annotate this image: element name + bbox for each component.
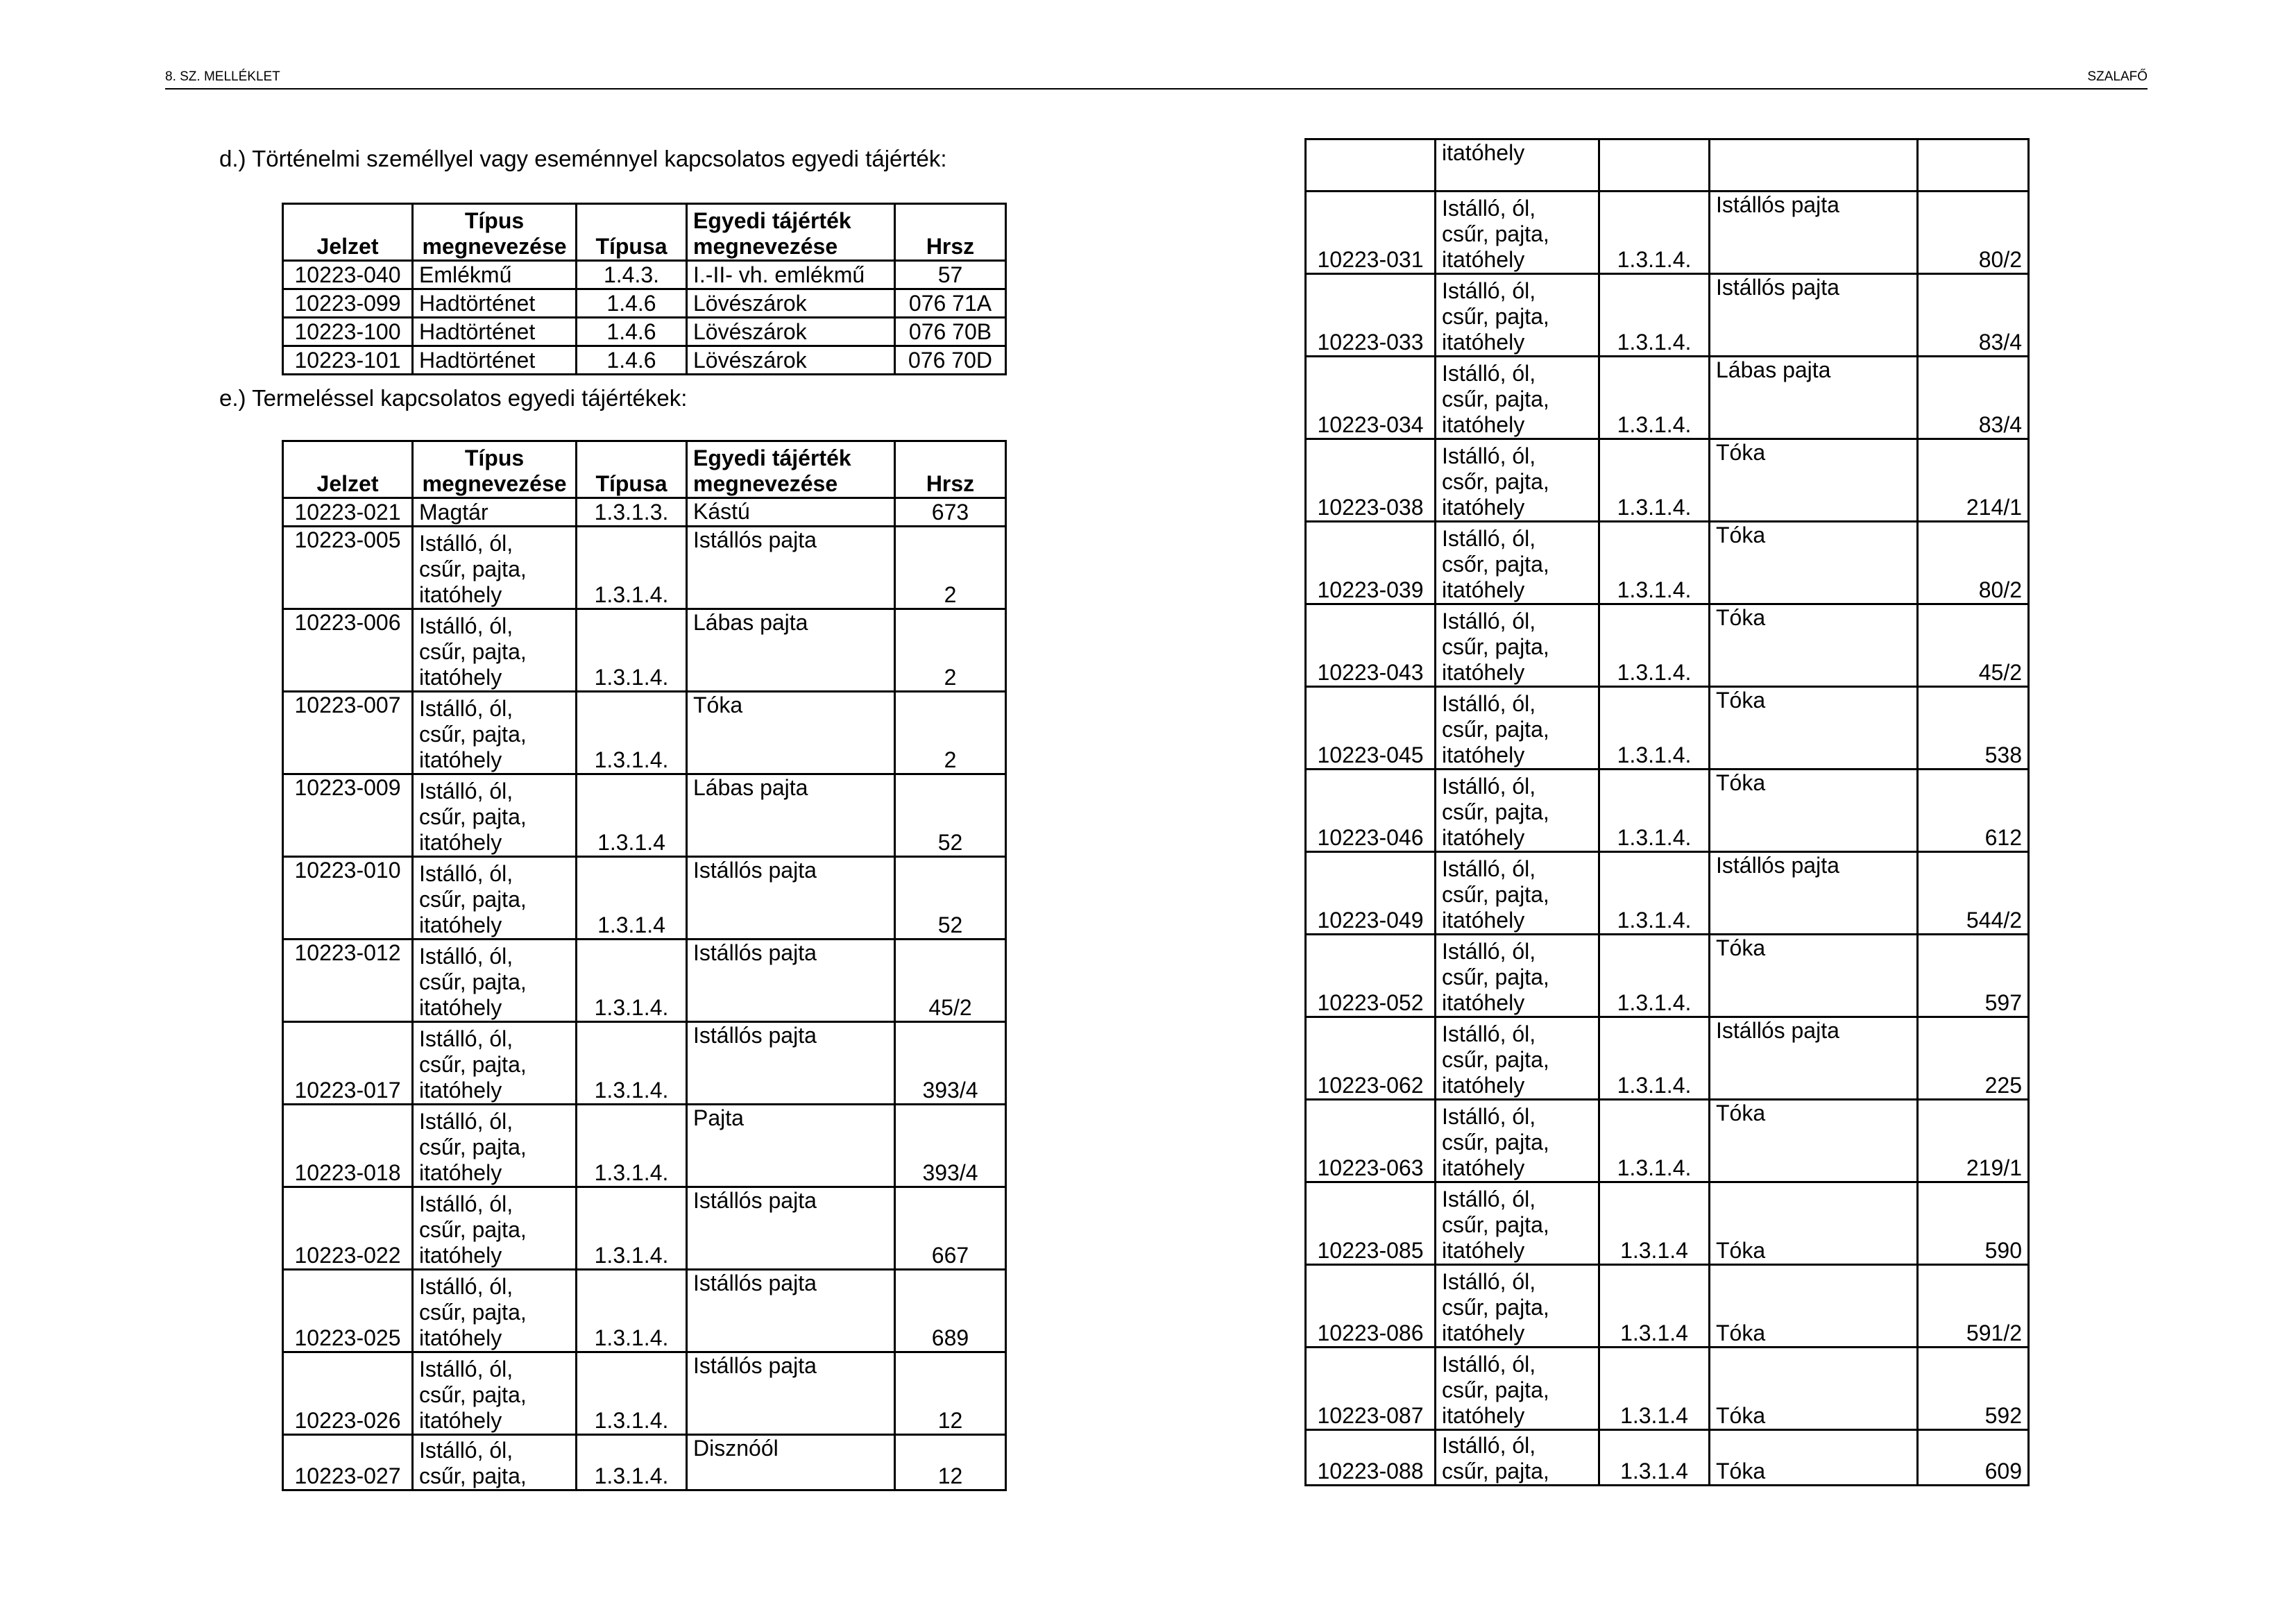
cell-tipus-megnevezese: Istálló, ól, csőr, pajta, itatóhely [1436, 522, 1599, 604]
cell-egyedi-tajertek: Lábas pajta [687, 609, 895, 692]
cell-egyedi-tajertek: Tóka [1710, 935, 1918, 1017]
cell-tipusa: 1.3.1.3. [577, 498, 687, 527]
table-row [283, 1105, 1006, 1187]
cell-tipus-megnevezese: Istálló, ól, csűr, pajta, itatóhely [1436, 192, 1599, 274]
cell-egyedi-tajertek: Tóka [687, 692, 895, 774]
table-row [1306, 770, 2029, 852]
cell-tipus-megnevezese: Istálló, ól, csűr, pajta, [1436, 1430, 1599, 1486]
cell-egyedi-tajertek: Tóka [1710, 1265, 1918, 1348]
cell-tipusa: 1.3.1.4 [577, 774, 687, 857]
cell-egyedi-tajertek: Istállós pajta [687, 1270, 895, 1352]
cell-egyedi-tajertek: Tóka [1710, 1430, 1918, 1486]
cell-tipusa: 1.3.1.4. [1599, 604, 1710, 687]
cell-tipusa: 1.3.1.4. [577, 609, 687, 692]
cell-tipusa: 1.3.1.4 [1599, 1182, 1710, 1265]
cell-hrsz: 225 [1918, 1017, 2029, 1100]
cell-tipus-megnevezese: Magtár [413, 498, 577, 527]
cell-egyedi-tajertek: Tóka [1710, 522, 1918, 604]
cell-jelzet: 10223-009 [283, 774, 413, 857]
header-rule [165, 88, 2148, 90]
cell-hrsz: 83/4 [1918, 274, 2029, 357]
table-row [1306, 1182, 2029, 1265]
table-header-row [283, 204, 1006, 261]
cell-egyedi-tajertek: Tóka [1710, 1182, 1918, 1265]
table-row [1306, 852, 2029, 935]
cell-hrsz: 214/1 [1918, 439, 2029, 522]
cell-egyedi-tajertek: Istállós pajta [1710, 274, 1918, 357]
table-row [283, 1352, 1006, 1435]
cell-hrsz [1918, 139, 2029, 192]
cell-tipus-megnevezese: Istálló, ól, csűr, pajta, itatóhely [413, 609, 577, 692]
cell-tipus-megnevezese: itatóhely [1436, 139, 1599, 192]
table-row [1306, 357, 2029, 439]
cell-tipusa: 1.3.1.4. [1599, 439, 1710, 522]
cell-tipusa: 1.4.3. [577, 261, 687, 289]
cell-hrsz: 52 [895, 774, 1006, 857]
cell-hrsz: 689 [895, 1270, 1006, 1352]
table-row [283, 346, 1006, 375]
cell-tipusa: 1.3.1.4. [1599, 274, 1710, 357]
table-row [1306, 935, 2029, 1017]
cell-tipusa: 1.3.1.4 [577, 857, 687, 940]
cell-hrsz: 076 71A [895, 289, 1006, 318]
cell-egyedi-tajertek: Pajta [687, 1105, 895, 1187]
cell-egyedi-tajertek: Istállós pajta [1710, 852, 1918, 935]
cell-tipus-megnevezese: Hadtörténet [413, 318, 577, 346]
cell-tipusa: 1.3.1.4. [577, 1105, 687, 1187]
cell-hrsz: 590 [1918, 1182, 2029, 1265]
cell-jelzet: 10223-005 [283, 527, 413, 609]
col-header-tipusa: Típusa [577, 204, 687, 261]
table-row [283, 692, 1006, 774]
table-row [283, 857, 1006, 940]
cell-hrsz: 673 [895, 498, 1006, 527]
cell-tipusa [1599, 139, 1710, 192]
cell-egyedi-tajertek [1710, 139, 1918, 192]
cell-tipus-megnevezese: Istálló, ól, csűr, pajta, itatóhely [1436, 274, 1599, 357]
cell-tipus-megnevezese: Istálló, ól, csűr, pajta, itatóhely [413, 940, 577, 1022]
cell-hrsz: 45/2 [895, 940, 1006, 1022]
cell-tipus-megnevezese: Istálló, ól, csűr, pajta, itatóhely [413, 1270, 577, 1352]
cell-jelzet: 10223-062 [1306, 1017, 1436, 1100]
cell-tipus-megnevezese: Istálló, ól, csűr, pajta, itatóhely [413, 1352, 577, 1435]
cell-jelzet: 10223-043 [1306, 604, 1436, 687]
table-row [283, 774, 1006, 857]
cell-tipusa: 1.3.1.4. [1599, 1100, 1710, 1182]
cell-jelzet: 10223-045 [1306, 687, 1436, 770]
cell-tipus-megnevezese: Istálló, ól, csűr, pajta, itatóhely [1436, 1348, 1599, 1430]
cell-egyedi-tajertek: Tóka [1710, 439, 1918, 522]
cell-hrsz: 076 70B [895, 318, 1006, 346]
cell-jelzet: 10223-040 [283, 261, 413, 289]
cell-jelzet: 10223-010 [283, 857, 413, 940]
cell-tipusa: 1.3.1.4. [1599, 357, 1710, 439]
cell-egyedi-tajertek: Lövészárok [687, 346, 895, 375]
col-header-egyedi-tajertek: Egyedi tájérték megnevezése [687, 441, 895, 498]
col-header-tipus-megnevezese: Típus megnevezése [413, 441, 577, 498]
table-row [283, 318, 1006, 346]
cell-jelzet: 10223-025 [283, 1270, 413, 1352]
cell-tipusa: 1.3.1.4. [1599, 522, 1710, 604]
table-row [283, 527, 1006, 609]
cell-jelzet: 10223-027 [283, 1435, 413, 1490]
cell-egyedi-tajertek: Kástú [687, 498, 895, 527]
cell-egyedi-tajertek: Disznóól [687, 1435, 895, 1490]
cell-tipusa: 1.3.1.4. [577, 1187, 687, 1270]
cell-hrsz: 83/4 [1918, 357, 2029, 439]
cell-hrsz: 219/1 [1918, 1100, 2029, 1182]
cell-tipus-megnevezese: Istálló, ól, csűr, pajta, itatóhely [1436, 935, 1599, 1017]
cell-tipusa: 1.3.1.4. [577, 1435, 687, 1490]
table-row [283, 1270, 1006, 1352]
cell-jelzet: 10223-039 [1306, 522, 1436, 604]
section-e-table-continued [1304, 138, 2030, 1486]
col-header-tipus-megnevezese: Típus megnevezése [413, 204, 577, 261]
cell-jelzet: 10223-007 [283, 692, 413, 774]
cell-hrsz: 12 [895, 1435, 1006, 1490]
cell-jelzet: 10223-085 [1306, 1182, 1436, 1265]
col-header-egyedi-tajertek: Egyedi tájérték megnevezése [687, 204, 895, 261]
cell-hrsz: 12 [895, 1352, 1006, 1435]
cell-tipus-megnevezese: Istálló, ól, csűr, pajta, itatóhely [1436, 357, 1599, 439]
cell-tipusa: 1.3.1.4 [1599, 1430, 1710, 1486]
cell-tipus-megnevezese: Istálló, ól, csűr, pajta, itatóhely [413, 1187, 577, 1270]
cell-jelzet: 10223-022 [283, 1187, 413, 1270]
cell-egyedi-tajertek: Lábas pajta [687, 774, 895, 857]
cell-tipus-megnevezese: Emlékmű [413, 261, 577, 289]
cell-hrsz: 57 [895, 261, 1006, 289]
cell-egyedi-tajertek: Tóka [1710, 687, 1918, 770]
section-d-caption: d.) Történelmi személlyel vagy eseménnyel kapcsolatos egyedi tájérték: [219, 146, 947, 171]
cell-jelzet: 10223-033 [1306, 274, 1436, 357]
cell-tipusa: 1.3.1.4. [577, 1270, 687, 1352]
cell-tipusa: 1.4.6 [577, 318, 687, 346]
cell-hrsz: 2 [895, 609, 1006, 692]
cell-tipus-megnevezese: Istálló, ól, csűr, pajta, itatóhely [1436, 1017, 1599, 1100]
cell-tipusa: 1.3.1.4. [1599, 687, 1710, 770]
table-row [283, 609, 1006, 692]
cell-tipusa: 1.3.1.4. [1599, 770, 1710, 852]
cell-jelzet: 10223-026 [283, 1352, 413, 1435]
table-row [283, 1187, 1006, 1270]
cell-hrsz: 667 [895, 1187, 1006, 1270]
cell-jelzet: 10223-101 [283, 346, 413, 375]
cell-egyedi-tajertek: Istállós pajta [1710, 1017, 1918, 1100]
cell-tipusa: 1.3.1.4. [577, 527, 687, 609]
table-row [1306, 1100, 2029, 1182]
cell-tipusa: 1.4.6 [577, 289, 687, 318]
table-row [283, 940, 1006, 1022]
running-header-right: SZALAFŐ [2087, 69, 2148, 84]
section-e-table [282, 440, 1007, 1491]
cell-jelzet: 10223-087 [1306, 1348, 1436, 1430]
cell-tipusa: 1.3.1.4. [577, 940, 687, 1022]
cell-tipusa: 1.3.1.4. [1599, 1017, 1710, 1100]
cell-hrsz: 592 [1918, 1348, 2029, 1430]
cell-tipus-megnevezese: Istálló, ól, csűr, pajta, itatóhely [1436, 1182, 1599, 1265]
cell-jelzet: 10223-099 [283, 289, 413, 318]
table-row [283, 1435, 1006, 1490]
cell-jelzet: 10223-017 [283, 1022, 413, 1105]
cell-hrsz: 2 [895, 692, 1006, 774]
cell-jelzet: 10223-049 [1306, 852, 1436, 935]
cell-jelzet: 10223-063 [1306, 1100, 1436, 1182]
cell-egyedi-tajertek: Lövészárok [687, 318, 895, 346]
cell-tipus-megnevezese: Istálló, ól, csűr, pajta, itatóhely [413, 527, 577, 609]
cell-egyedi-tajertek: Istállós pajta [687, 527, 895, 609]
col-header-jelzet: Jelzet [283, 204, 413, 261]
cell-hrsz: 591/2 [1918, 1265, 2029, 1348]
table-row [1306, 522, 2029, 604]
cell-tipus-megnevezese: Istálló, ól, csűr, pajta, itatóhely [1436, 770, 1599, 852]
cell-jelzet: 10223-046 [1306, 770, 1436, 852]
table-row [283, 498, 1006, 527]
cell-jelzet: 10223-031 [1306, 192, 1436, 274]
cell-hrsz: 597 [1918, 935, 2029, 1017]
cell-egyedi-tajertek: Istállós pajta [687, 1187, 895, 1270]
cell-egyedi-tajertek: Lövészárok [687, 289, 895, 318]
cell-tipus-megnevezese: Istálló, ól, csűr, pajta, itatóhely [1436, 687, 1599, 770]
table-row [1306, 274, 2029, 357]
cell-tipus-megnevezese: Istálló, ól, csőr, pajta, itatóhely [1436, 439, 1599, 522]
cell-egyedi-tajertek: Istállós pajta [687, 940, 895, 1022]
cell-hrsz: 2 [895, 527, 1006, 609]
cell-egyedi-tajertek: Istállós pajta [687, 1352, 895, 1435]
table-row [1306, 1348, 2029, 1430]
cell-hrsz: 52 [895, 857, 1006, 940]
cell-jelzet [1306, 139, 1436, 192]
cell-jelzet: 10223-012 [283, 940, 413, 1022]
cell-tipus-megnevezese: Istálló, ól, csűr, pajta, itatóhely [413, 1105, 577, 1187]
table-row [1306, 687, 2029, 770]
cell-jelzet: 10223-088 [1306, 1430, 1436, 1486]
cell-tipus-megnevezese: Istálló, ól, csűr, pajta, itatóhely [1436, 1265, 1599, 1348]
cell-hrsz: 393/4 [895, 1022, 1006, 1105]
col-header-tipusa: Típusa [577, 441, 687, 498]
cell-hrsz: 076 70D [895, 346, 1006, 375]
cell-egyedi-tajertek: Tóka [1710, 770, 1918, 852]
table-row [283, 1022, 1006, 1105]
cell-tipusa: 1.3.1.4. [577, 1352, 687, 1435]
cell-egyedi-tajertek: Tóka [1710, 604, 1918, 687]
cell-jelzet: 10223-086 [1306, 1265, 1436, 1348]
cell-tipus-megnevezese: Istálló, ól, csűr, pajta, itatóhely [413, 1022, 577, 1105]
cell-jelzet: 10223-052 [1306, 935, 1436, 1017]
section-d-table [282, 203, 1007, 375]
cell-tipusa: 1.3.1.4. [1599, 935, 1710, 1017]
cell-jelzet: 10223-100 [283, 318, 413, 346]
cell-tipus-megnevezese: Istálló, ól, csűr, pajta, itatóhely [413, 692, 577, 774]
cell-tipus-megnevezese: Istálló, ól, csűr, pajta, itatóhely [413, 857, 577, 940]
cell-tipusa: 1.3.1.4 [1599, 1348, 1710, 1430]
cell-egyedi-tajertek: Istállós pajta [1710, 192, 1918, 274]
cell-tipusa: 1.3.1.4. [1599, 852, 1710, 935]
cell-hrsz: 544/2 [1918, 852, 2029, 935]
cell-tipus-megnevezese: Hadtörténet [413, 346, 577, 375]
cell-jelzet: 10223-021 [283, 498, 413, 527]
col-header-hrsz: Hrsz [895, 204, 1006, 261]
table-row [1306, 192, 2029, 274]
cell-egyedi-tajertek: Istállós pajta [687, 1022, 895, 1105]
cell-egyedi-tajertek: Lábas pajta [1710, 357, 1918, 439]
cell-egyedi-tajertek: Istállós pajta [687, 857, 895, 940]
cell-jelzet: 10223-018 [283, 1105, 413, 1187]
cell-egyedi-tajertek: Tóka [1710, 1100, 1918, 1182]
cell-hrsz: 80/2 [1918, 522, 2029, 604]
table-row [1306, 1430, 2029, 1486]
cell-jelzet: 10223-034 [1306, 357, 1436, 439]
section-e-caption: e.) Termeléssel kapcsolatos egyedi tájértékek: [219, 385, 688, 411]
cell-hrsz: 612 [1918, 770, 2029, 852]
cell-egyedi-tajertek: I.-II- vh. emlékmű [687, 261, 895, 289]
table-header-row [283, 441, 1006, 498]
cell-egyedi-tajertek: Tóka [1710, 1348, 1918, 1430]
cell-tipus-megnevezese: Istálló, ól, csűr, pajta, itatóhely [1436, 1100, 1599, 1182]
table-row [1306, 439, 2029, 522]
cell-tipus-megnevezese: Hadtörténet [413, 289, 577, 318]
cell-tipusa: 1.3.1.4. [577, 692, 687, 774]
cell-tipus-megnevezese: Istálló, ól, csűr, pajta, itatóhely [413, 774, 577, 857]
cell-tipus-megnevezese: Istálló, ól, csűr, pajta, itatóhely [1436, 852, 1599, 935]
table-row [1306, 1265, 2029, 1348]
cell-hrsz: 45/2 [1918, 604, 2029, 687]
table-row [1306, 604, 2029, 687]
cell-jelzet: 10223-038 [1306, 439, 1436, 522]
cell-tipusa: 1.4.6 [577, 346, 687, 375]
cell-hrsz: 80/2 [1918, 192, 2029, 274]
cell-tipusa: 1.3.1.4. [577, 1022, 687, 1105]
table-row [283, 289, 1006, 318]
col-header-hrsz: Hrsz [895, 441, 1006, 498]
table-row [1306, 139, 2029, 192]
cell-jelzet: 10223-006 [283, 609, 413, 692]
cell-hrsz: 609 [1918, 1430, 2029, 1486]
cell-tipusa: 1.3.1.4 [1599, 1265, 1710, 1348]
cell-tipus-megnevezese: Istálló, ól, csűr, pajta, itatóhely [1436, 604, 1599, 687]
running-header-left: 8. SZ. MELLÉKLET [165, 69, 280, 84]
cell-hrsz: 538 [1918, 687, 2029, 770]
cell-tipusa: 1.3.1.4. [1599, 192, 1710, 274]
col-header-jelzet: Jelzet [283, 441, 413, 498]
table-row [283, 261, 1006, 289]
table-row [1306, 1017, 2029, 1100]
cell-tipus-megnevezese: Istálló, ól, csűr, pajta, [413, 1435, 577, 1490]
cell-hrsz: 393/4 [895, 1105, 1006, 1187]
